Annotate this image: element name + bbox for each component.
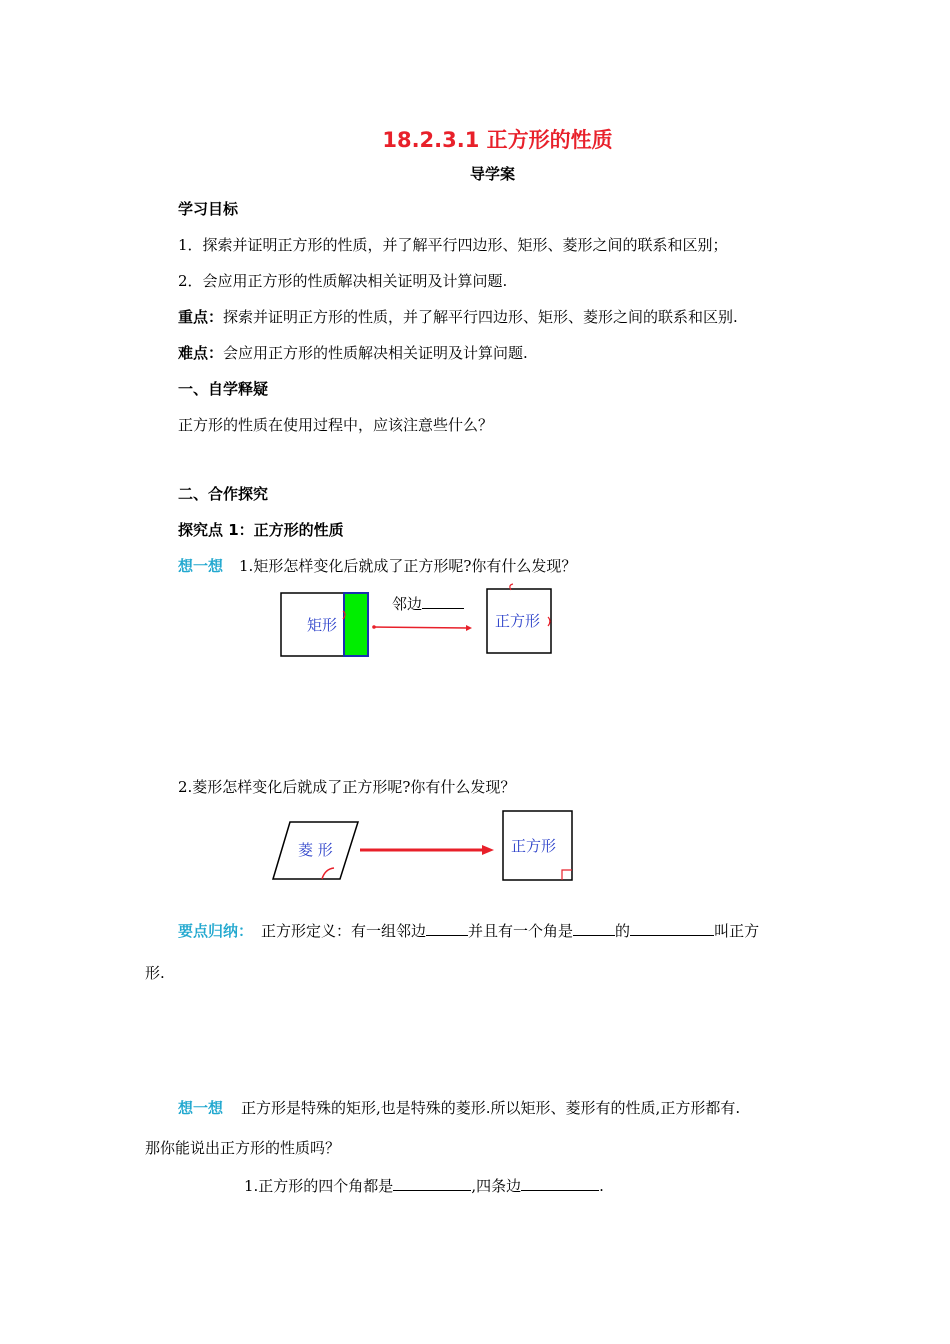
blank-5[interactable] [521, 1176, 599, 1191]
summary [178, 920, 759, 941]
point1-heading: 探究点 1：正方形的性质 [178, 521, 344, 539]
cooperation-heading: 二、合作探究 [178, 485, 269, 503]
summary-part: 正方形定义：有一组邻边 [261, 922, 427, 940]
self-study-heading: 一、自学释疑 [178, 380, 269, 398]
summary-end: 形. [145, 964, 165, 982]
rhombus-label: 菱 形 [298, 841, 333, 859]
difficult-label: 难点： [178, 344, 224, 362]
key-label: 重点： [178, 308, 224, 326]
square-label: 正方形 [495, 612, 541, 630]
angle-arc-icon [322, 868, 334, 879]
self-study-question: 正方形的性质在使用过程中，应该注意些什么？ [178, 416, 494, 434]
think2 [178, 1097, 740, 1118]
blank-1[interactable] [426, 921, 468, 936]
square-label: 正方形 [511, 837, 557, 855]
think2-text: 正方形是特殊的矩形,也是特殊的菱形.所以矩形、菱形有的性质,正方形都有. [241, 1099, 741, 1117]
summary-part: 并且有一个角是 [468, 922, 574, 940]
question-1-text: 1.矩形怎样变化后就成了正方形呢?你有什么发现？ [239, 557, 577, 575]
page-subtitle: 导学案 [469, 165, 515, 183]
objectives-heading: 学习目标 [178, 200, 239, 218]
key-text: 探索并证明正方形的性质，并了解平行四边形、矩形、菱形之间的联系和区别. [223, 308, 738, 326]
difficult-text: 会应用正方形的性质解决相关证明及计算问题. [223, 344, 528, 362]
summary-part: 的 [615, 922, 631, 940]
objective-item: 2．会应用正方形的性质解决相关证明及计算问题. [178, 272, 508, 290]
rectangle-label: 矩形 [307, 616, 338, 634]
property-1-part: 1.正方形的四个角都是 [244, 1177, 394, 1195]
think2-label: 想一想 [178, 1099, 224, 1117]
think2-text2: 那你能说出正方形的性质吗？ [145, 1139, 341, 1157]
arrow-head-icon [482, 845, 494, 855]
property-1-part: ,四条边 [471, 1177, 522, 1195]
property-1-part: . [599, 1177, 604, 1195]
think-label: 想一想 [178, 557, 224, 575]
blank-2[interactable] [573, 921, 615, 936]
adjacent-label: 邻边 [392, 595, 423, 613]
question-2: 2.菱形怎样变化后就成了正方形呢?你有什么发现？ [178, 778, 516, 796]
objective-item: 1．探索并证明正方形的性质，并了解平行四边形、矩形、菱形之间的联系和区别； [178, 236, 728, 254]
property-1 [244, 1175, 604, 1196]
summary-label: 要点归纳： [178, 922, 254, 940]
blank-4[interactable] [393, 1176, 471, 1191]
summary-part: 叫正方 [714, 922, 760, 940]
right-angle-mark-icon [562, 870, 572, 880]
blank-3[interactable] [630, 921, 714, 936]
page-title: 18.2.3.1 正方形的性质 [382, 128, 613, 152]
